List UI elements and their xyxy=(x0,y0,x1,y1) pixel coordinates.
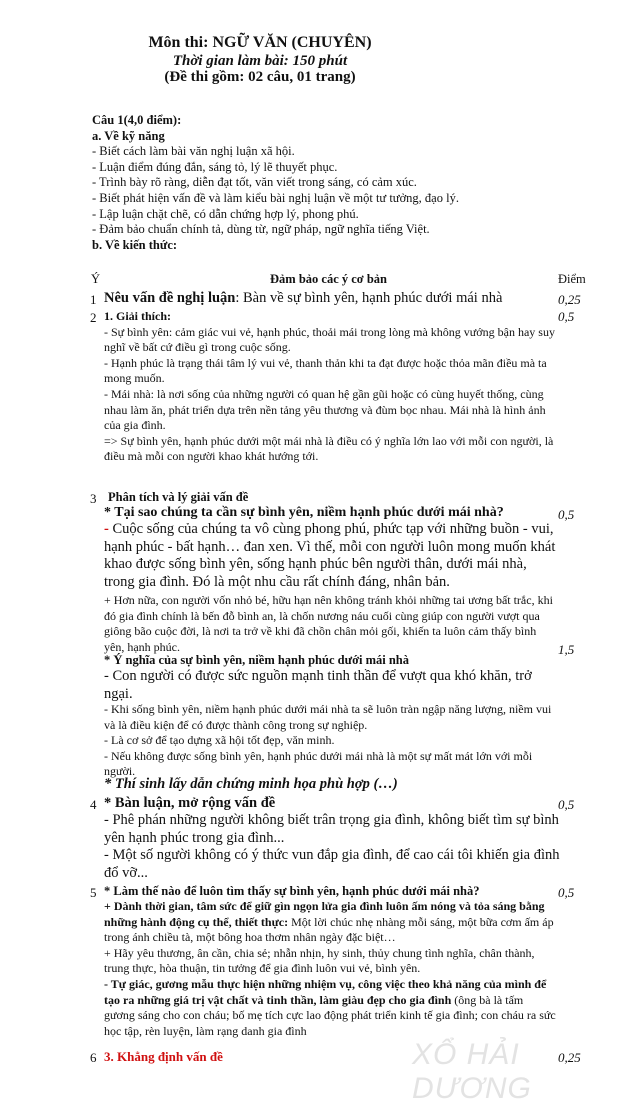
row-4-line: - Phê phán những người không biết trân trọng gia đình, không biết tìm sự bình yên hạnh phúc trong gia đình... xyxy=(104,812,559,846)
row-5-paragraph-2: + Hãy yêu thương, ân cần, chia sẻ; nhẫn nhịn, hy sinh, thủy chung tình nghĩa, chân thành, trung thực, hòa thuận, tin tưởng để gia đình luôn vui vẻ, bình yên. xyxy=(104,945,535,976)
row-3-question-2: * Ý nghĩa của sự bình yên, niềm hạnh phúc dưới mái nhà xyxy=(104,653,410,667)
row-1-text: : Bàn về sự bình yên, hạnh phúc dưới mái nhà xyxy=(235,290,503,306)
row-4-line: - Một số người không có ý thức vun đắp gia đình, để cao cái tôi khiến gia đình đổ vỡ... xyxy=(104,847,560,881)
subject-name: NGỮ VĂN (CHUYÊN) xyxy=(212,34,372,51)
question-1-title: Câu 1(4,0 điểm): xyxy=(92,113,182,127)
row-1-number: 1 xyxy=(90,292,97,307)
row-3-line: - Nếu không được sống bình yên, hạnh phúc dưới mái nhà là một sự mất mát lớn với mỗi người. xyxy=(104,748,533,779)
row-2-line: => Sự bình yên, hạnh phúc dưới một mái nhà là điều có ý nghĩa lớn lao với mỗi con người, là điều mà mỗi con người khao khát hướng tới. xyxy=(104,433,554,464)
row-5-p1-rest: Một lời chúc nhẹ nhàng mỗi sáng, một bữa cơm ấm áp trong ánh chiều tà, một bông hoa thơm nhân ngày đặc biệt… xyxy=(104,914,554,945)
row-3-score-2: 1,5 xyxy=(558,642,575,657)
row-5-paragraph-1 xyxy=(104,899,556,946)
question-1-section xyxy=(92,113,459,253)
row-5-title: * Làm thế nào để luôn tìm thấy sự bình yên, hạnh phúc dưới mái nhà? xyxy=(104,884,480,898)
row-4-lines xyxy=(104,812,560,882)
skill-item: - Lập luận chặt chẽ, có dẫn chứng hợp lý, phong phú. xyxy=(92,206,359,221)
row-2-line: - Hạnh phúc là trạng thái tâm lý vui vẻ, thanh thản khi ta đạt được hoặc thỏa mãn điều mà ta mong muốn. xyxy=(104,355,547,386)
row-6-title: 3. Khẳng định vấn đề xyxy=(104,1049,223,1064)
row-5-number: 5 xyxy=(90,885,97,900)
row-2-title: 1. Giải thích: xyxy=(104,309,172,323)
watermark: XỔ HẢI DƯƠNG xyxy=(412,1038,532,1105)
row-2-content xyxy=(104,309,556,465)
knowledge-title: b. Về kiến thức: xyxy=(92,237,178,252)
row-1-label: Nêu vấn đề nghị luận xyxy=(104,290,236,306)
row-3-question-1: * Tại sao chúng ta cần sự bình yên, niềm hạnh phúc dưới mái nhà? xyxy=(104,505,504,520)
row-4-number: 4 xyxy=(90,797,97,812)
row-5-score: 0,5 xyxy=(558,885,575,900)
column-header-content: Đảm bảo các ý cơ bản xyxy=(270,272,387,286)
row-2-line: - Mái nhà: là nơi sống của những người có quan hệ gần gũi hoặc có cùng huyết thống, cùng nhau làm ăn, phát triển dựa trên nền tảng yêu thương và đùm bọc nhau. Mái nhà là hình ảnh của gia đình. xyxy=(104,386,546,433)
row-4-title: * Bàn luận, mở rộng vấn đề xyxy=(104,795,276,811)
exam-pages: (Đề thi gồm: 02 câu, 01 trang) xyxy=(164,69,356,85)
row-3-big-text: Cuộc sống của chúng ta vô cùng phong phú, phức tạp với những buồn - vui, hạnh phúc - bất hạnh… đan xen. Vì thế, mỗi con người luôn mong muốn khát khao được sống bình yên, sống hạnh phúc bên người thân, dưới mái nhà, trong gia đình. Đó là một nhu cầu rất chính đáng, nhân bản. xyxy=(104,521,556,590)
row-5-p3-bold: - Tự giác, gương mẫu thực hiện những nhiệm vụ, công việc theo khả năng của mình để tạo ra những giá trị vật chất và tinh thần, làm giàu đẹp cho gia đình xyxy=(104,976,547,1007)
row-2-score: 0,5 xyxy=(558,309,575,324)
row-3-question-2-lines xyxy=(104,702,556,780)
row-3-line: - Là cơ sở để tạo dựng xã hội tốt đẹp, văn minh. xyxy=(104,733,335,748)
row-3-question-1-score: 0,5 xyxy=(558,507,575,522)
row-6-score: 0,25 xyxy=(558,1050,581,1065)
skill-item: - Biết phát hiện vấn đề và làm kiểu bài nghị luận về một tư tưởng, đạo lý. xyxy=(92,190,459,205)
row-1-content xyxy=(104,290,502,307)
row-3-line: - Khi sống bình yên, niềm hạnh phúc dưới mái nhà ta sẽ luôn tràn ngập năng lượng, niềm vui và là điều kiện để có được thành công trong sự nghiệp. xyxy=(104,702,552,732)
row-3-plus-paragraph: + Hơn nữa, con người vốn nhỏ bé, hữu hạn nên không tránh khỏi những tai ương bất trắc, khi đó gia đình chính là bến đỗ bình an, là chốn nương náu cuối cùng giúp con người vượt qua giông bão cuộc đời, là nơi ta trở về khi đã chồn chân mỏi gối, khiến ta luôn cảm thấy bình yên, hạnh phúc. xyxy=(104,593,553,654)
skill-item: - Biết cách làm bài văn nghị luận xã hội. xyxy=(92,144,295,159)
row-5-p3-rest: (ông bà là tấm gương sáng cho con cháu; bố mẹ tích cực lao động phát triển kinh tế gia đình; con cháu ra sức học tập, rèn luyện, làm rạng danh gia đình xyxy=(104,992,556,1038)
exam-time: Thời gian làm bài: 150 phút xyxy=(172,53,348,69)
row-3-red-dash: - xyxy=(104,521,109,537)
row-3-big-paragraph xyxy=(104,521,560,591)
row-3-number: 3 xyxy=(90,491,97,506)
column-header-y: Ý xyxy=(91,272,101,286)
row-1-score: 0,25 xyxy=(558,292,581,307)
row-5-content xyxy=(104,899,556,1039)
row-3-question-2-big: - Con người có được sức nguồn mạnh tinh thần để vượt qua khó khăn, trở ngại. xyxy=(104,668,532,702)
skill-item: - Trình bày rõ ràng, diễn đạt tốt, văn viết trong sáng, có cảm xúc. xyxy=(92,175,417,190)
row-3-note: * Thí sinh lấy dẫn chứng minh họa phù hợp (…) xyxy=(104,776,398,792)
row-2-line: - Sự bình yên: cảm giác vui vẻ, hạnh phúc, thoải mái trong lòng mà không vướng bận hay suy nghĩ về bất cứ điều gì trong cuộc sống. xyxy=(104,324,555,355)
skills-title: a. Về kỹ năng xyxy=(92,128,165,143)
row-4-score: 0,5 xyxy=(558,797,575,812)
column-header-score: Điểm xyxy=(558,272,586,286)
row-5-paragraph-3 xyxy=(104,977,556,1039)
row-2-number: 2 xyxy=(90,310,97,325)
row-6-number: 6 xyxy=(90,1050,97,1065)
skill-item: - Đảm bảo chuẩn chính tả, dùng từ, ngữ pháp, ngữ nghĩa tiếng Việt. xyxy=(92,222,430,237)
row-5-p1-bold: + Dành thời gian, tâm sức để giữ gìn ngọn lửa gia đình luôn ấm nóng và tỏa sáng bằng những hành động cụ thể, thiết thực: xyxy=(104,899,545,929)
skill-item: - Luận điểm đúng đắn, sáng tỏ, lý lẽ thuyết phục. xyxy=(92,159,338,174)
subject-prefix: Môn thi: xyxy=(148,34,213,51)
row-3-title: Phân tích và lý giải vấn đề xyxy=(108,490,249,504)
exam-subject xyxy=(0,34,520,52)
